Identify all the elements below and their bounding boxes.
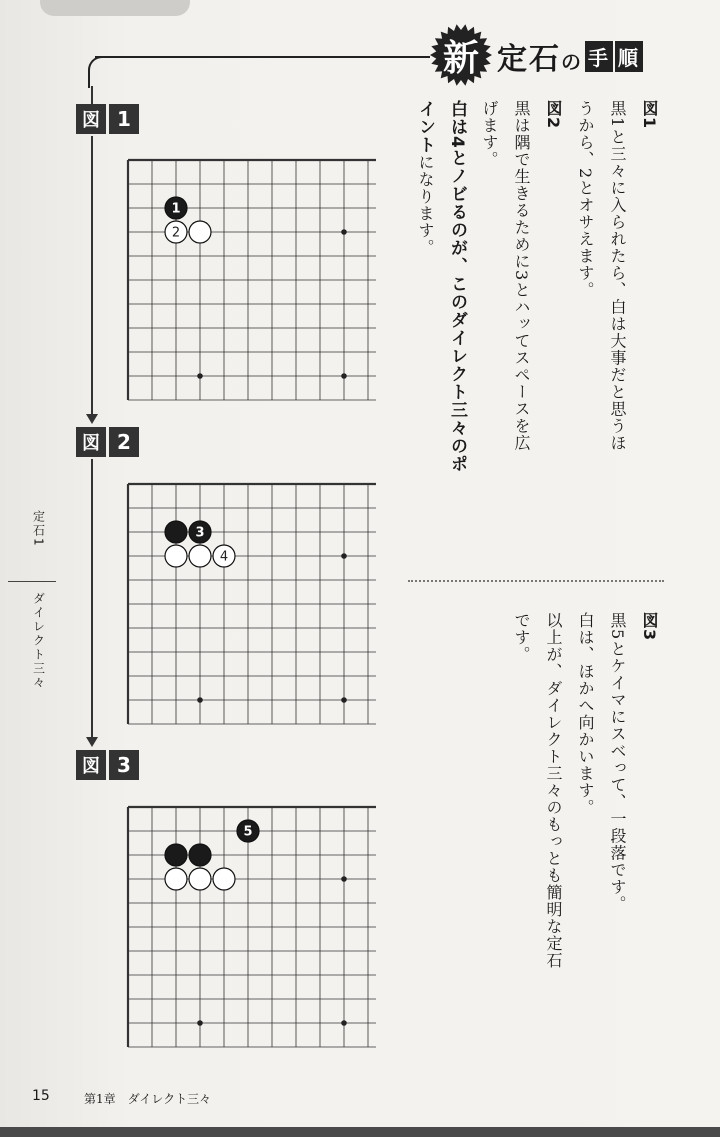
fig3-line3: 以上が、ダイレクト三々のもっとも簡明な定石 [544, 612, 563, 969]
fig2-tail: になります。 [416, 154, 435, 256]
star-point [197, 697, 203, 703]
figure-number: 1 [109, 104, 139, 134]
figure-number: 2 [109, 427, 139, 457]
figure-label-2 [76, 427, 139, 457]
stone-move-number: 2 [171, 225, 181, 241]
fig1-heading: 図1 [640, 100, 659, 130]
fig2-line2: げます。 [480, 100, 499, 168]
page-number: 15 [32, 1088, 50, 1104]
arrow-down-icon [86, 737, 98, 747]
fig3-line1: 黒5とケイマにスベって、一段落です。 [608, 612, 627, 913]
flow-line-1 [91, 136, 93, 414]
text-block-fig1-2 [409, 100, 665, 560]
page-title [497, 34, 643, 78]
star-point [341, 229, 347, 235]
star-point [197, 373, 203, 379]
section-divider [408, 580, 664, 582]
figure-label-3 [76, 750, 139, 780]
title-no: の [561, 50, 583, 74]
fig3-heading: 図3 [640, 612, 659, 642]
fig2-line1: 黒は隅で生きるために3とハッてスペースを広 [512, 100, 531, 452]
fig1-line1: 黒1と三々に入られたら、白は大事だと思うほ [608, 100, 627, 452]
text-block-fig3 [505, 612, 665, 1072]
seal-char: 新 [442, 36, 479, 79]
go-board-3 [126, 805, 380, 1055]
star-point [341, 697, 347, 703]
chapter-tab-line1: 定石1 [31, 510, 46, 548]
fig1-line2: うから、2とオサえます。 [576, 100, 595, 299]
figure-number: 3 [109, 750, 139, 780]
star-point [341, 1020, 347, 1026]
stone-move-number: 3 [195, 525, 205, 541]
go-board-2 [126, 482, 380, 732]
running-footer: 第1章 ダイレクト三々 [84, 1092, 212, 1106]
white-stone [165, 868, 187, 890]
figure-kanji: 図 [76, 427, 106, 457]
chapter-tab [16, 510, 62, 548]
fig2-bold-line1: 白は4とノビるのが、このダイレクト三々のポ [447, 100, 467, 473]
chapter-tab-sub [16, 592, 62, 690]
black-stone [189, 844, 211, 866]
white-stone [213, 868, 235, 890]
title-box-1: 手 [585, 41, 613, 72]
black-stone [165, 844, 187, 866]
fig3-line4: です。 [512, 612, 531, 663]
flow-line-0 [91, 86, 93, 104]
figure-kanji: 図 [76, 104, 106, 134]
figure-label-1 [76, 104, 139, 134]
figure-kanji: 図 [76, 750, 106, 780]
fig2-bold-line2: イント [415, 100, 435, 154]
chapter-tab-rule [8, 581, 56, 582]
bottom-bar [0, 1127, 720, 1137]
go-board-1 [126, 158, 380, 408]
fig2-heading: 図2 [544, 100, 563, 130]
banner-rule [95, 56, 430, 58]
star-point [341, 373, 347, 379]
white-stone [165, 545, 187, 567]
black-stone [165, 521, 187, 543]
star-point [341, 876, 347, 882]
stone-move-number: 4 [219, 549, 229, 565]
page-top-shadow [40, 0, 190, 16]
white-stone [189, 221, 211, 243]
banner-curve [88, 56, 108, 88]
star-point [341, 553, 347, 559]
chapter-tab-line2: ダイレクト三々 [31, 592, 46, 690]
stone-move-number: 5 [243, 824, 253, 840]
title-box-2: 順 [615, 41, 643, 72]
white-stone [189, 868, 211, 890]
arrow-down-icon [86, 414, 98, 424]
title-main: 定石 [497, 42, 561, 77]
star-point [197, 1020, 203, 1026]
stone-move-number: 1 [171, 201, 181, 217]
fig3-line2: 白は、ほかへ向かいます。 [576, 612, 595, 816]
white-stone [189, 545, 211, 567]
flow-line-2 [91, 459, 93, 737]
